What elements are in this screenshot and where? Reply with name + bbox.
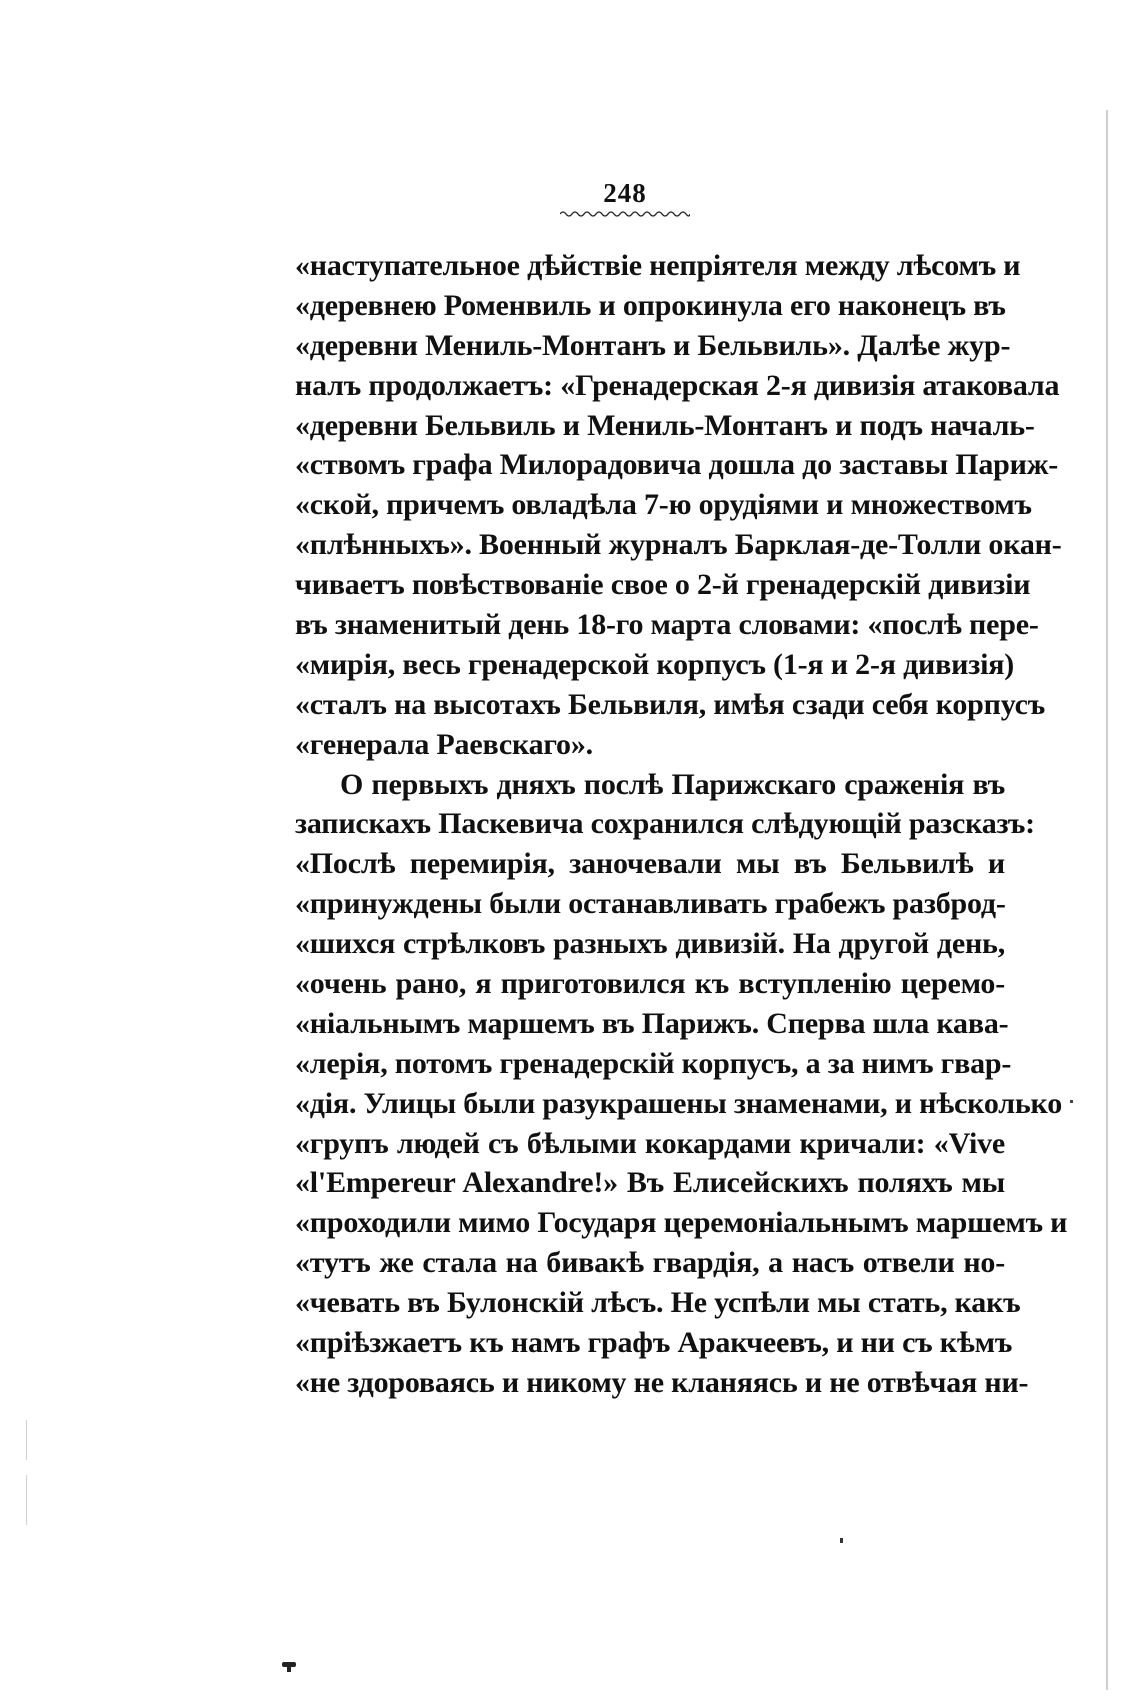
page-edge-line	[1106, 110, 1108, 1690]
ink-blot-mark	[287, 1662, 291, 1672]
text-line: «не здороваясь и никому не кланяясь и не отвѣчая ни-	[295, 1365, 1029, 1399]
text-line: «сталъ на высотахъ Бельвиля, имѣя сзади себя корпусъ	[295, 687, 1046, 721]
text-line: «очень рано, я приготовился къ вступленiю церемо-	[295, 967, 1005, 1001]
text-line: «чевать въ Булонскiй лѣсъ. Не успѣли мы стать, какъ	[295, 1286, 1021, 1320]
text-line: «шихся стрѣлковъ разныхъ дивизiй. На другой день,	[295, 927, 1005, 961]
text-line: «плѣнныхъ». Военный журналъ Барклая-де-Толли окан-	[295, 528, 1062, 562]
text-line: «Послѣ перемирiя, заночевали мы въ Бельвилѣ и	[295, 847, 1005, 881]
text-line: въ знаменитый день 18-го марта словами: «послѣ пере-	[295, 608, 1039, 642]
text-line: «деревни Мениль-Монтанъ и Бельвиль». Далѣе жур-	[295, 328, 1011, 362]
text-line: запискахъ Паскевича сохранился слѣдующiй разсказъ:	[295, 807, 1035, 841]
text-line: «ской, причемъ овладѣла 7-ю орудiями и множествомъ	[295, 488, 1032, 522]
text-line: «лерiя, потомъ гренадерскiй корпусъ, а за нимъ гвар-	[295, 1046, 1012, 1080]
text-line: «мирiя, весь гренадерской корпусъ (1-я и 2-я дивизiя)	[295, 647, 1015, 681]
text-line: «наступательное дѣйствiе непрiятеля между лѣсомъ и	[295, 249, 1021, 282]
text-line: «деревнею Роменвиль и опрокинула его наконецъ въ	[295, 288, 1006, 322]
ink-speck-mark	[1070, 1100, 1073, 1103]
text-line: «генерала Раевскаго».	[295, 727, 593, 761]
paragraph-first-line: О первыхъ дняхъ послѣ Парижскаго сраженiя въ	[340, 767, 1005, 801]
scan-edge-mark	[26, 1475, 27, 1525]
scan-edge-mark	[26, 1420, 27, 1460]
text-line: «тутъ же стала на бивакѣ гвардiя, а насъ отвели но-	[295, 1246, 1005, 1280]
text-line: «проходили мимо Государя церемонiальнымъ маршемъ и	[295, 1206, 1068, 1240]
ink-speck-mark	[840, 1538, 843, 1543]
text-line: «деревни Бельвиль и Мениль-Монтанъ и подъ началь-	[295, 408, 1035, 442]
page-number: 248	[603, 178, 647, 208]
text-line: «нiальнымъ маршемъ въ Парижъ. Сперва шла кава-	[295, 1006, 1009, 1040]
text-line: «прiѣзжаетъ къ намъ графъ Аракчеевъ, и ни съ кѣмъ	[295, 1326, 1013, 1360]
text-line: «принуждены были останавливать грабежъ разброд-	[295, 887, 1006, 921]
text-line: «l'Empereur Alexandre!» Въ Елисейскихъ поляхъ мы	[295, 1166, 1005, 1200]
text-line: чиваетъ повѣствованiе свое о 2-й гренадерскiй дивизiи	[295, 568, 1031, 602]
text-line: налъ продолжаетъ: «Гренадерская 2-я дивизiя атаковала	[295, 368, 1060, 402]
page-header	[540, 178, 710, 218]
text-line: «дiя. Улицы были разукрашены знаменами, и нѣсколько	[295, 1086, 1063, 1120]
page-text	[295, 246, 1068, 1403]
text-line: «ствомъ графа Милорадовича дошла до заставы Париж-	[295, 448, 1059, 482]
wavy-rule-ornament	[560, 210, 690, 218]
text-line: «групъ людей съ бѣлыми кокардами кричали: «Vive	[295, 1126, 1005, 1160]
